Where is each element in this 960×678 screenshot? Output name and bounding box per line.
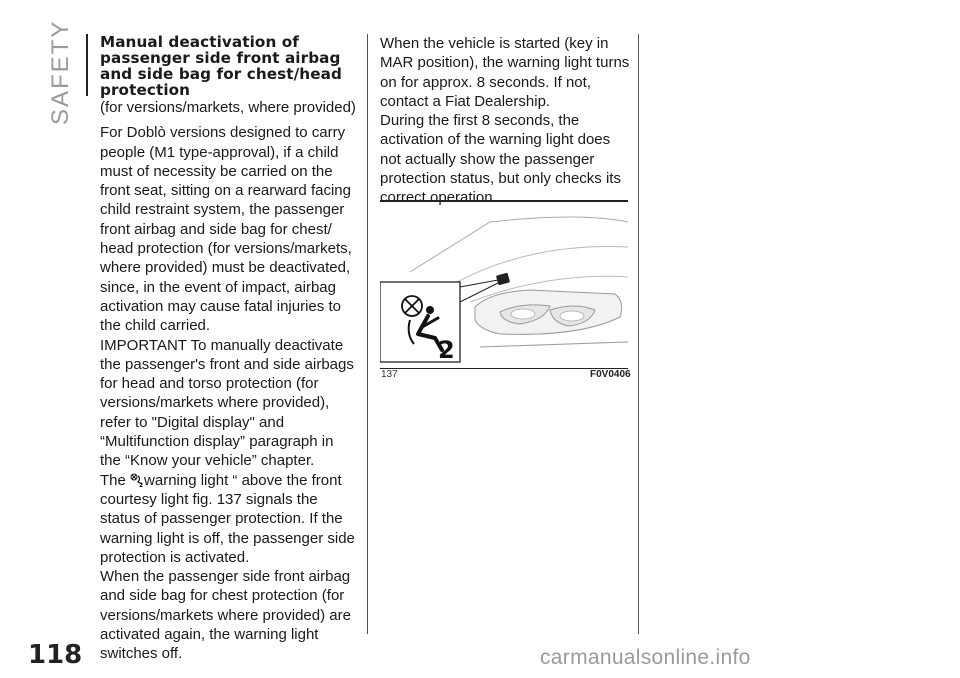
paragraph-first-seconds: During the first 8 seconds, the activation of the warning light does not actually show the passenger protection status, but only checks its correct operation. — [380, 112, 621, 207]
section-heading: Manual deactivation of passenger side front airbag and side bag for chest/head protection — [100, 33, 342, 99]
paragraph-warning-light — [100, 471, 358, 567]
section-rule — [86, 34, 88, 96]
left-column — [100, 34, 358, 664]
airbag-icon-digit: 2 — [438, 336, 455, 364]
section-label: SAFETY — [47, 19, 74, 125]
paragraph-important: IMPORTANT To manually deactivate the passenger's front and side airbags for head and torso protection (for versions/markets where provided), refer to "Digital display" and “Multifunction display” paragraph in the “Know your vehicle” chapter. — [100, 336, 354, 470]
paragraph-warning-start: The — [100, 471, 126, 489]
section-subheading: (for versions/markets, where provided) — [100, 99, 356, 116]
site-watermark: carmanualsonline.info — [540, 646, 751, 669]
paragraph-m1-versions: For Doblò versions designed to carry people (M1 type-approval), if a child must of necessity be carried on the front seat, sitting on a rearward facing child restraint system, the passenger front airbag and side bag for chest/ head protection (for versions/markets, where provided) must be deactivated, since, in the event of impact, airbag activation may cause fatal injuries to the child carried. — [100, 124, 352, 335]
column-divider-right — [638, 34, 639, 634]
figure-number: 137 — [381, 369, 398, 380]
right-column — [380, 34, 630, 208]
courtesy-light-figure — [380, 200, 628, 369]
figure-code: F0V0406 — [590, 369, 631, 380]
paragraph-warning-rest: warning light “ above the front courtesy light fig. 137 signals the status of passenger protection. If the warning light is off, the passenger side protection is activated. — [100, 471, 355, 566]
paragraph-reactivation: When the passenger side front airbag and side bag for chest protection (for versions/markets where provided) are activated again, the warning light switches off. — [100, 568, 351, 663]
column-divider-left — [367, 34, 368, 634]
paragraph-key-mar: When the vehicle is started (key in MAR position), the warning light turns on for approx. 8 seconds. If not, contact a Fiat Dealership. — [380, 35, 630, 110]
page-number: 118 — [28, 640, 83, 670]
airbag-off-inline-icon — [130, 473, 144, 487]
courtesy-light-illustration — [380, 202, 628, 368]
svg-text:2: 2 — [139, 481, 144, 487]
